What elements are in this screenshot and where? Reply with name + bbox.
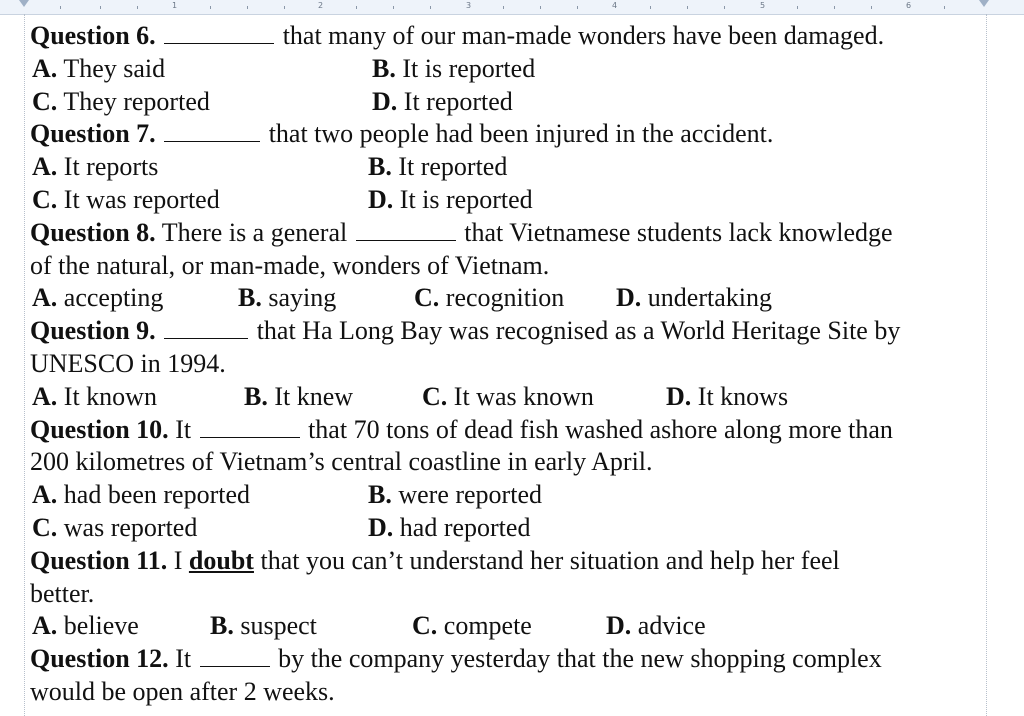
horizontal-ruler[interactable] (0, 0, 1024, 15)
question-label: Question 11. (30, 545, 168, 575)
ruler-tick (247, 6, 248, 9)
ruler-tick (834, 6, 835, 9)
ruler-tick (724, 6, 725, 9)
question-10-stem (30, 414, 980, 447)
ruler-tick (687, 6, 688, 9)
question-text: It (175, 414, 192, 444)
question-text: that many of our man-made wonders have been damaged. (282, 21, 885, 50)
ruler-number: 5 (760, 1, 766, 10)
option-b: B. It is reported (372, 53, 536, 83)
question-6-options-row (30, 53, 980, 86)
option-c: C. recognition (414, 283, 565, 313)
question-7-options-row (30, 184, 980, 217)
ruler-tick (393, 6, 394, 9)
question-text: that you can’t understand her situation and help her feel (260, 545, 840, 575)
question-label: Question 12. (30, 644, 169, 674)
option-b: B. It reported (368, 152, 508, 182)
question-10-options-row (30, 479, 980, 512)
question-12-stem (30, 643, 980, 676)
option-d: D. undertaking (616, 283, 772, 313)
question-text: that 70 tons of dead fish washed ashore along more than (308, 414, 893, 444)
option-d: D. had reported (368, 512, 531, 542)
question-9-stem (30, 315, 980, 348)
ruler-tick (871, 6, 872, 9)
ruler-tick (430, 6, 431, 9)
answer-blank (200, 417, 300, 438)
ruler-tick (503, 6, 504, 9)
question-label: Question 10. (30, 414, 169, 444)
question-text: There is a general (161, 217, 348, 247)
question-6-options-row (30, 86, 980, 119)
question-label: Question 6. (30, 21, 156, 50)
ruler-tick (540, 6, 541, 9)
option-b: B. were reported (368, 480, 542, 510)
ruler-number: 6 (906, 1, 912, 10)
question-8-options-row (30, 282, 980, 315)
question-11-options-row (30, 610, 980, 643)
option-b: B. It knew (244, 381, 354, 411)
question-text: that two people had been injured in the accident. (268, 119, 774, 149)
question-11-stem (30, 545, 980, 578)
ruler-number: 1 (172, 1, 178, 10)
question-label: Question 8. (30, 217, 156, 247)
ruler-tick (577, 6, 578, 9)
question-9-options-row (30, 381, 980, 414)
document-body[interactable] (30, 20, 980, 709)
question-text: UNESCO in 1994. (30, 348, 226, 378)
question-text: better. (30, 578, 95, 608)
option-a: A. It reports (32, 152, 159, 182)
question-8-stem (30, 217, 980, 250)
question-text: I (173, 545, 183, 575)
question-9-stem-continued (30, 348, 980, 381)
left-margin-guide (24, 14, 25, 716)
ruler-number: 3 (466, 1, 472, 10)
question-11-stem-continued (30, 578, 980, 611)
answer-blank (356, 220, 456, 241)
question-10-options-row (30, 512, 980, 545)
question-label: Question 9. (30, 316, 156, 346)
question-6-stem (30, 20, 980, 53)
question-text: that Vietnamese students lack knowledge (464, 217, 893, 247)
ruler-number: 2 (318, 1, 324, 10)
question-text: that Ha Long Bay was recognised as a World Heritage Site by (256, 316, 901, 346)
ruler-number: 4 (612, 1, 618, 10)
question-7-stem (30, 118, 980, 151)
ruler-tick (797, 6, 798, 9)
question-7-options-row (30, 151, 980, 184)
question-text: by the company yesterday that the new shopping complex (278, 644, 882, 674)
option-a: A. accepting (32, 283, 164, 313)
option-c: C. was reported (32, 512, 198, 542)
right-margin-guide (986, 14, 987, 716)
answer-blank (164, 318, 248, 339)
question-text: 200 kilometres of Vietnam’s central coastline in early April. (30, 447, 653, 477)
question-label: Question 7. (30, 119, 156, 149)
option-a: A. They said (32, 53, 166, 83)
option-d: D. advice (606, 611, 706, 641)
left-indent-marker[interactable] (19, 0, 29, 7)
question-text: of the natural, or man-made, wonders of Vietnam. (30, 250, 550, 280)
underlined-word: doubt (188, 545, 254, 575)
option-c: C. They reported (32, 86, 210, 116)
option-c: C. compete (412, 611, 532, 641)
ruler-tick (137, 6, 138, 9)
right-indent-marker[interactable] (979, 0, 989, 7)
ruler-tick (944, 6, 945, 9)
ruler-tick (60, 6, 61, 9)
option-a: A. believe (32, 611, 139, 641)
option-a: A. had been reported (32, 480, 251, 510)
option-a: A. It known (32, 381, 157, 411)
question-text: would be open after 2 weeks. (30, 676, 335, 706)
answer-blank (200, 646, 270, 667)
option-c: C. It was reported (32, 184, 220, 214)
ruler-tick (650, 6, 651, 9)
option-c: C. It was known (422, 381, 594, 411)
option-b: B. saying (238, 283, 337, 313)
answer-blank (164, 121, 260, 142)
ruler-tick (210, 6, 211, 9)
option-d: D. It is reported (368, 184, 533, 214)
ruler-tick (100, 6, 101, 9)
question-12-stem-continued (30, 676, 980, 709)
option-b: B. suspect (210, 611, 317, 641)
question-text: It (175, 644, 192, 674)
ruler-tick (284, 6, 285, 9)
option-d: D. It knows (666, 381, 789, 411)
ruler-tick (356, 6, 357, 9)
option-d: D. It reported (372, 86, 513, 116)
question-8-stem-continued (30, 250, 980, 283)
question-10-stem-continued (30, 446, 980, 479)
answer-blank (164, 23, 274, 44)
